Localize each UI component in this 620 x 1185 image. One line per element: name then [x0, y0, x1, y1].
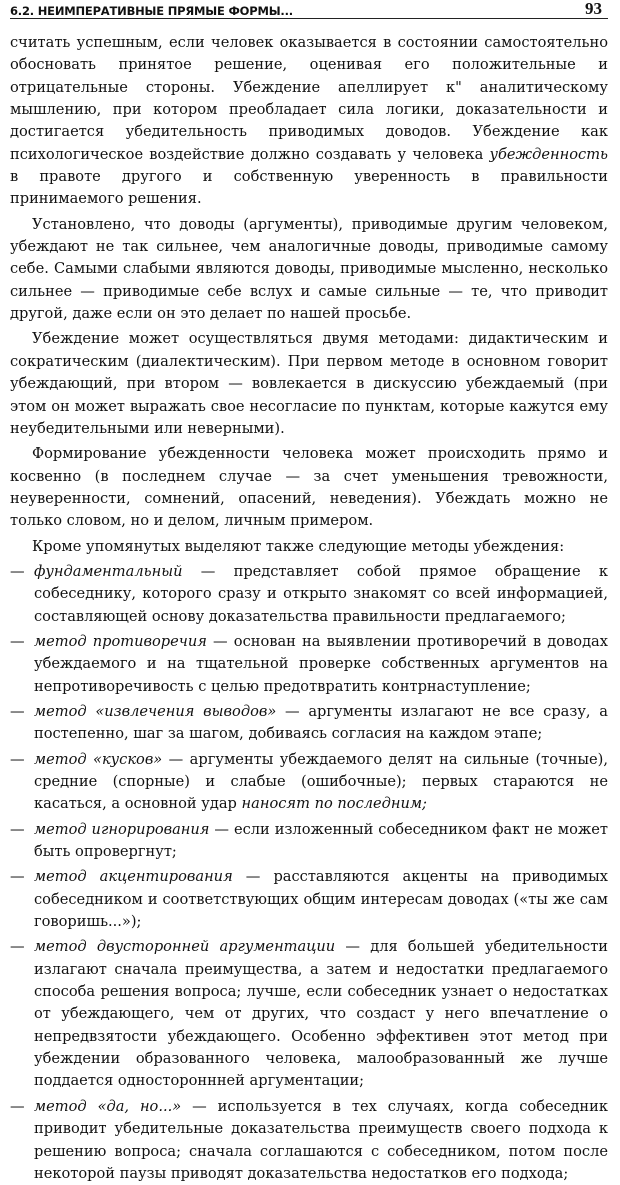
list-item — [10, 819, 608, 864]
italic-term: метод акцентирования — [34, 868, 233, 886]
list-bullet: — — [10, 938, 25, 956]
italic-term: метод «да, но...» — [34, 1097, 182, 1115]
list-bullet: — — [10, 820, 25, 838]
list-item-text — [34, 561, 608, 628]
list-item-text — [34, 819, 608, 864]
italic-term: метод двусторонней аргументации — [34, 938, 336, 956]
page-body — [10, 32, 608, 1185]
text-span: — если изложенный собеседником факт не может быть опровергнут; — [34, 820, 608, 861]
page-number: 93 — [585, 0, 602, 18]
list-item — [10, 866, 608, 933]
list-item — [10, 631, 608, 698]
list-item-text — [34, 936, 608, 1092]
paragraph — [10, 214, 608, 326]
text-span: — аргументы убеждаемого делят на сильные (точные), средние (спорные) и слабые (ошибочные); первых стараются не касаться, а основной удар — [34, 750, 608, 813]
list-item-text — [34, 1096, 608, 1185]
list-bullet: — — [10, 750, 25, 768]
list-item — [10, 936, 608, 1092]
italic-term: метод игнорирования — [34, 820, 210, 838]
list-bullet: — — [10, 868, 25, 886]
italic-term: наносят по последним; — [241, 795, 427, 813]
list-bullet: — — [10, 1097, 25, 1115]
text-span: Формирование убежденности человека может происходить прямо и косвенно (в последнем случае — за счет уменьшения тревожности, неуверенности, сомнений, опасений, неведения). Убеждать можно не только словом, но и делом, личным примером. — [10, 445, 608, 530]
italic-term: метод «извлечения выводов» — [34, 702, 277, 720]
list-item-text — [34, 701, 608, 746]
text-span: — для большей убедительности излагают сначала преимущества, а затем и недостатки предлагаемого способа решения вопроса; лучше, если собеседник узнает о недостатках от убеждающего, чем от других, что создаст у него впечатление о непредвзятости убеждающего. Особенно эффективен этот метод при убеждении образованного человека, малообразованный же лучше поддается одностороннней аргументации; — [34, 938, 608, 1090]
text-span: считать успешным, если человек оказывается в состоянии самостоятельно обосновать принятое решение, оценивая его положительные и отрицательные стороны. Убеждение апеллирует к" аналитическому мышлению, при котором преобладает сила логики, доказательности и достигается убедительность приводимых доводов. Убеждение как психологическое воздействие должно создавать у человека — [10, 34, 608, 163]
list-item — [10, 749, 608, 816]
page-header — [10, 0, 608, 26]
header-rule — [10, 18, 608, 19]
list-item — [10, 1096, 608, 1185]
paragraph — [10, 536, 608, 558]
text-span: Убеждение может осуществляться двумя методами: дидактическим и сократическим (диалектическим). При первом методе в основном говорит убеждающий, при втором — вовлекается в дискуссию убеждаемый (при этом он может выражать свое несогласие по пунктам, которые кажутся ему неубедительными или неверными). — [10, 330, 608, 437]
list-item-text — [34, 631, 608, 698]
list-item — [10, 701, 608, 746]
list-item-text — [34, 866, 608, 933]
list-item — [10, 561, 608, 628]
text-span: — представляет собой прямое обращение к собеседнику, которого сразу и открыто знакомят со всей информацией, составляющей основу доказательства правильности предлагаемого; — [34, 562, 608, 625]
text-span: — расставляются акценты на приводимых собеседником и соответствующих общим интересам доводах («ты же сам говоришь...»); — [34, 868, 608, 931]
paragraph — [10, 328, 608, 440]
italic-term: убежденность — [489, 145, 608, 163]
text-span: — используется в тех случаях, когда собеседник приводит убедительные доказательства преимуществ своего подхода к решению вопроса; сначала соглашаются с собеседником, потом после некоторой паузы приводят доказательства недостатков его подхода; — [34, 1097, 608, 1182]
text-span: в правоте другого и собственную уверенность в правильности принимаемого решения. — [10, 168, 608, 208]
text-span: Установлено, что доводы (аргументы), приводимые другим человеком, убеждают не так сильнее, чем аналогичные доводы, приводимые самому себе. Самыми слабыми являются доводы, приводимые мысленно, несколько сильнее — приводимые себе вслух и самые сильные — те, что приводит другой, даже если он это делает по нашей просьбе. — [10, 215, 608, 323]
list-bullet: — — [10, 632, 25, 650]
italic-term: метод противоречия — [34, 632, 207, 650]
list-item-text — [34, 749, 608, 816]
text-span: — основан на выявлении противоречий в доводах убеждаемого и на тщательной проверке собственных аргументов на непротиворечивость с целью предотвратить контрнаступление; — [34, 632, 608, 695]
italic-term: метод «кусков» — [34, 750, 163, 768]
list-bullet: — — [10, 702, 25, 720]
paragraph — [10, 32, 608, 211]
running-head: 6.2. НЕИМПЕРАТИВНЫЕ ПРЯМЫЕ ФОРМЫ... — [10, 4, 293, 18]
italic-term: фундаментальный — [34, 562, 183, 580]
text-span: Кроме упомянутых выделяют также следующие методы убеждения: — [32, 537, 565, 555]
paragraph — [10, 443, 608, 532]
text-span: — аргументы излагают не все сразу, а постепенно, шаг за шагом, добиваясь согласия на каждом этапе; — [34, 702, 608, 743]
list-bullet: — — [10, 562, 25, 580]
